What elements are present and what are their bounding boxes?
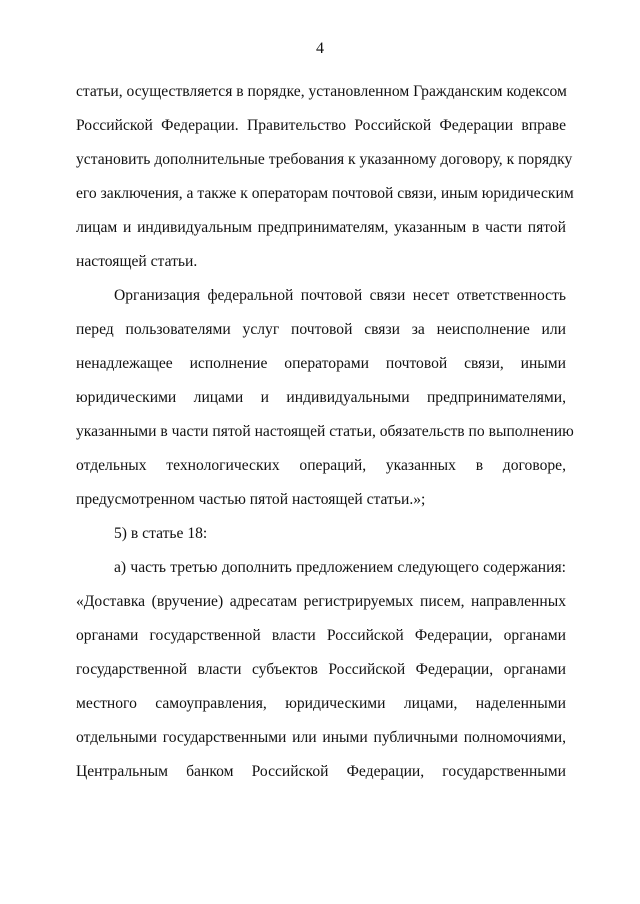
text-line: юридическими лицами и индивидуальными предпринимателями, bbox=[76, 389, 566, 406]
page-number: 4 bbox=[316, 40, 324, 57]
text-line: Российской Федерации. Правительство Российской Федерации вправе bbox=[76, 117, 566, 134]
paragraph-first-line: а) часть третью дополнить предложением следующего содержания: bbox=[114, 559, 566, 576]
text-line: перед пользователями услуг почтовой связи за неисполнение или bbox=[76, 321, 566, 338]
quote-line: государственной власти субъектов Российской Федерации, органами bbox=[76, 661, 566, 678]
paragraph-first-line: Организация федеральной почтовой связи несет ответственность bbox=[114, 287, 566, 304]
text-line: его заключения, а также к операторам почтовой связи, иным юридическим bbox=[76, 185, 574, 202]
text-line: настоящей статьи. bbox=[76, 253, 198, 270]
text-line: лицам и индивидуальным предпринимателям, указанным в части пятой bbox=[76, 219, 566, 236]
list-item-heading: 5) в статье 18: bbox=[114, 525, 208, 542]
quote-line: Центральным банком Российской Федерации, государственными bbox=[76, 763, 566, 780]
text-line: ненадлежащее исполнение операторами почтовой связи, иными bbox=[76, 355, 566, 372]
text-line: предусмотренном частью пятой настоящей статьи.»; bbox=[76, 491, 426, 508]
quote-line: местного самоуправления, юридическими лицами, наделенными bbox=[76, 695, 566, 712]
quote-line: отдельными государственными или иными публичными полномочиями, bbox=[76, 729, 566, 746]
quote-line: «Доставка (вручение) адресатам регистрируемых писем, направленных bbox=[76, 593, 566, 610]
text-line: отдельных технологических операций, указанных в договоре, bbox=[76, 457, 566, 474]
text-line: указанными в части пятой настоящей статьи, обязательств по выполнению bbox=[76, 423, 574, 440]
text-line: статьи, осуществляется в порядке, установленном Гражданским кодексом bbox=[76, 83, 567, 100]
quote-line: органами государственной власти Российской Федерации, органами bbox=[76, 627, 566, 644]
text-line: установить дополнительные требования к указанному договору, к порядку bbox=[76, 151, 573, 168]
